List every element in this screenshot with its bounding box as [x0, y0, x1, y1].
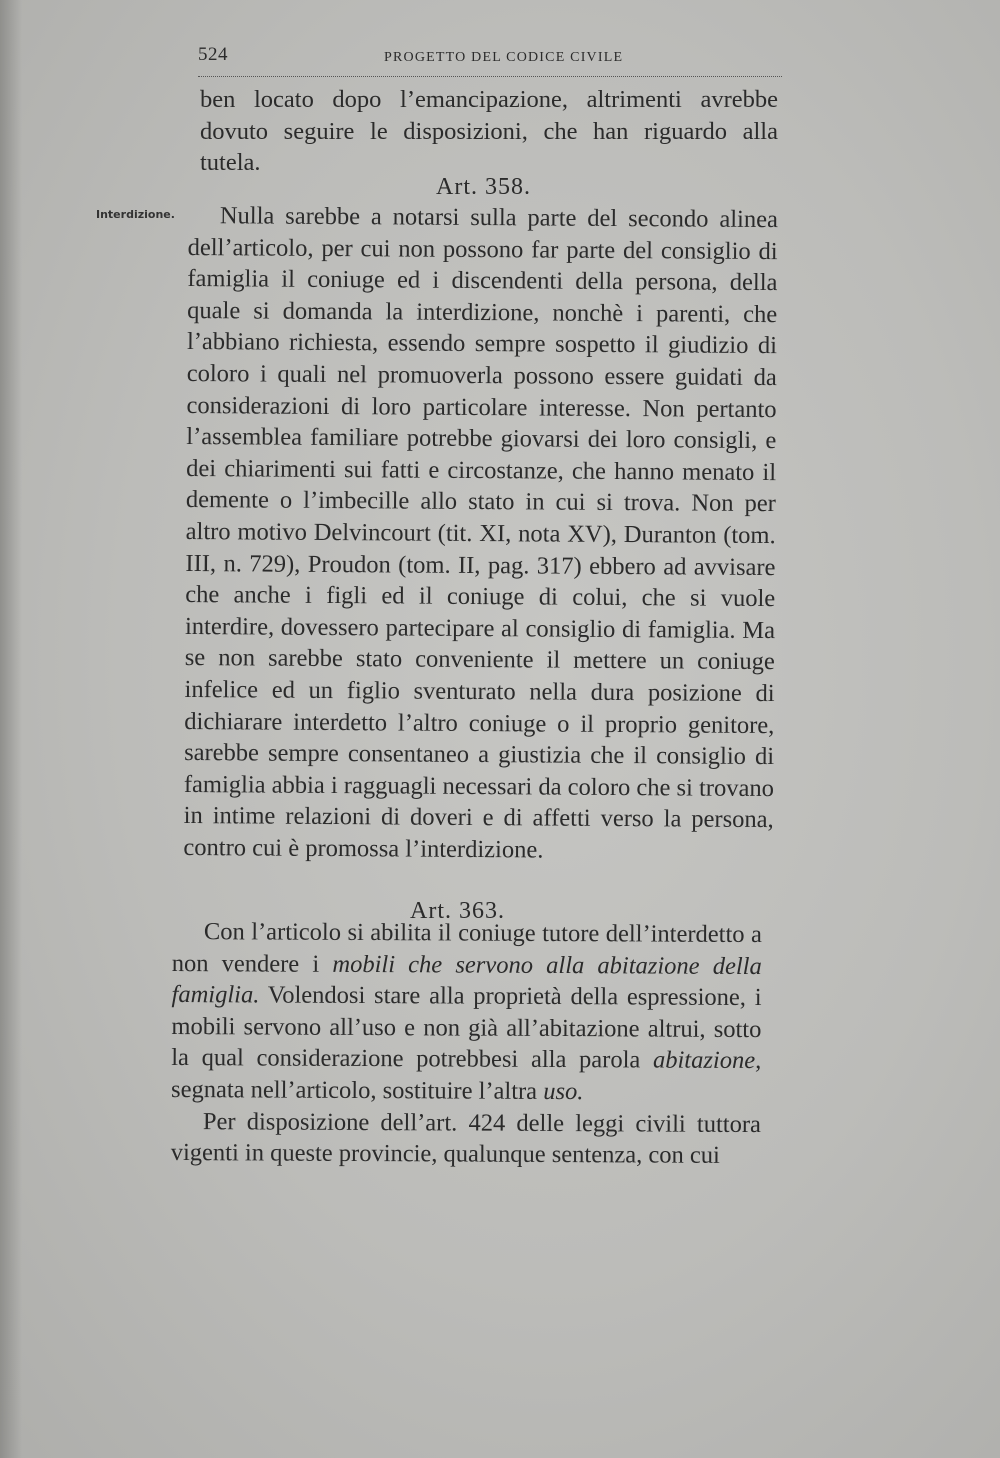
article-363-heading: Art. 363.	[410, 898, 505, 924]
article-363-body	[171, 916, 762, 1172]
continued-paragraph: ben locato dopo l’emancipazione, altrimenti avrebbe dovuto seguire le disposizioni, che han riguardo alla tutela.	[200, 86, 778, 177]
text-run: Con l’articolo si abilita il coniuge tutore dell’interdetto a non vendere i	[171, 918, 762, 978]
running-head: PROGETTO DEL CODICE CIVILE	[384, 50, 624, 65]
article-358-text: Nulla sarebbe a notarsi sulla parte del secondo alinea dell’articolo, per cui non possono far parte del consiglio di famiglia il coniuge ed i discendenti della persona, della quale si domanda la interdizione, nonchè i parenti, che l’abbiano richiesta, essendo sempre sospetto il giudizio di coloro i quali nel promuoverla possono essere guidati da considerazioni di loro particolare interesse. Non pertanto l’assemblea familiare potrebbe giovarsi dei loro consigli, e dei chiarimenti sui fatti e circostanze, che hanno menato il demente o l’imbecille allo stato in cui si trova. Non per altro motivo Delvincourt (tit. XI, nota XV), Duranton (tom. III, n. 729), Proudon (tom. II, pag. 317) ebbero ad avvisare che anche i figli ed il coniuge di colui, che si vuole interdire, dovessero partecipare al consiglio di famiglia. Ma se non sarebbe stato conveniente il mettere un coniuge infelice ed un figlio sventurato nella dura posizione di dichiarare interdetto l’altro coniuge o il proprio genitore, sarebbe sempre consentaneo a giustizia che il consiglio di famiglia abbia i ragguagli necessari da coloro che si trovano in intime relazioni di doveri e di affetti verso la persona, contro cui è promossa l’interdizione.	[183, 202, 778, 864]
italic-run: mobili che servono alla abitazione della famiglia.	[171, 950, 762, 1009]
text-run: segnata nell’articolo, sostituire l’altra	[171, 1075, 544, 1105]
article-363-paragraph-2: Per disposizione dell’art. 424 delle leggi civili tuttora vigenti in queste provincie, qualunque sentenza, con cui	[170, 1107, 761, 1170]
article-358-heading: Art. 358.	[436, 174, 531, 200]
italic-run: uso.	[543, 1077, 584, 1106]
margin-note: Interdizione.	[96, 208, 175, 221]
page-number: 524	[198, 44, 228, 65]
italic-run: abitazione,	[652, 1046, 762, 1075]
article-363-paragraph-1	[171, 916, 762, 1109]
gutter-shadow	[0, 0, 22, 1458]
text-run: Volendosi stare alla proprietà della espressione, i mobili servono all’uso e non già all’abitazione altrui, sotto la qual considerazione potrebbesi alla parola	[171, 981, 762, 1074]
header-rule	[198, 76, 782, 77]
